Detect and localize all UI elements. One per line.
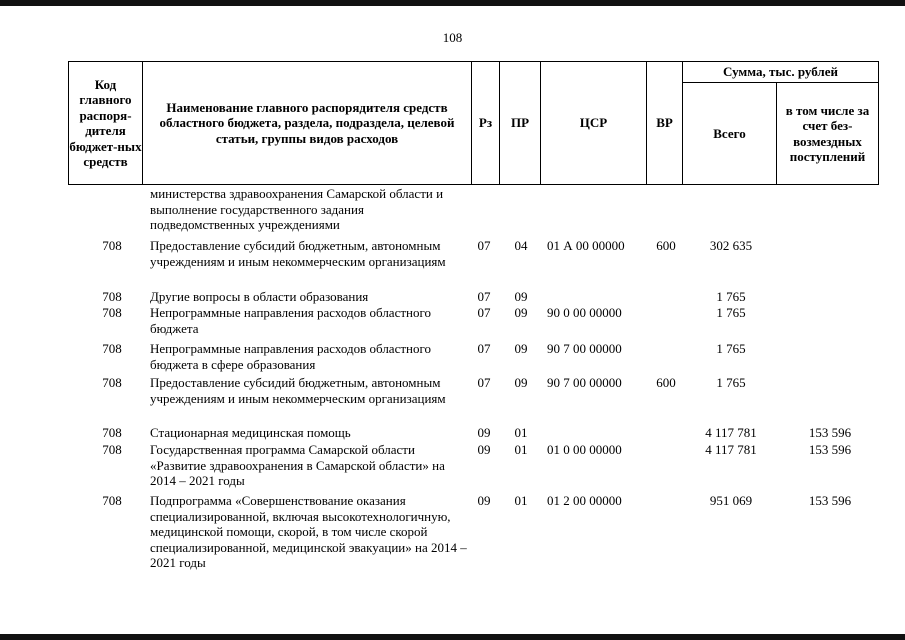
row-total: 1 765 [716,305,746,320]
row-grants: 153 596 [808,493,852,508]
row-csr: 90 0 00 00000 [547,305,622,320]
row-csr: 90 7 00 00000 [547,375,622,390]
row-grants: 153 596 [808,442,852,457]
row-vr: 600 [656,238,676,253]
row-rz: 07 [477,341,491,356]
row-pr: 09 [514,341,528,356]
row-pr: 04 [514,238,528,253]
header-csr-text: ЦСР [579,115,608,131]
row-name: Предоставление субсидий бюджетным, автономным учреждениям и иным некоммерческим организациям [150,238,446,269]
row-total: 1 765 [716,341,746,356]
row-rz: 09 [477,425,491,440]
header-vr [646,61,683,185]
header-code [68,61,143,185]
row-name: Непрограммные направления расходов областного бюджета в сфере образования [150,341,431,372]
row-code: 708 [102,493,122,508]
header-total [682,82,777,185]
row-name: министерства здравоохранения Самарской области и выполнение государственного задания подведомственных учреждениями [150,186,444,232]
row-rz: 07 [477,375,491,390]
row-total: 4 117 781 [705,425,757,440]
header-rz-text: Рз [478,115,493,131]
header-grants-text: в том числе за счет без-возмездных поступлений [785,102,870,164]
header-name [142,61,472,185]
header-grants [776,82,879,185]
row-grants: 153 596 [808,425,852,440]
row-total: 4 117 781 [705,442,757,457]
header-sum [682,61,879,83]
header-vr-text: ВР [656,115,673,131]
row-rz: 09 [477,493,491,508]
row-name: Предоставление субсидий бюджетным, автономным учреждениям и иным некоммерческим организациям [150,375,446,406]
header-sum-text: Сумма, тыс. рублей [723,64,838,80]
row-csr: 01 0 00 00000 [547,442,622,457]
bottom-border [0,634,905,640]
row-total: 951 069 [709,493,753,508]
row-total: 1 765 [716,375,746,390]
row-code: 708 [102,425,122,440]
row-pr: 01 [514,442,528,457]
row-code: 708 [102,238,122,253]
row-csr: 90 7 00 00000 [547,341,622,356]
header-code-text: Код главного распоря-дителя бюджет-ных средств [69,76,142,169]
row-vr: 600 [656,375,676,390]
row-csr: 01 А 00 00000 [547,238,625,253]
row-code: 708 [102,341,122,356]
row-rz: 07 [477,305,491,320]
row-code: 708 [102,289,122,304]
page-number: 108 [442,30,463,45]
header-total-text: Всего [713,125,746,141]
row-pr: 01 [514,425,528,440]
row-name: Непрограммные направления расходов областного бюджета [150,305,431,336]
row-total: 1 765 [716,289,746,304]
row-name: Подпрограмма «Совершенствование оказания специализированной, включая высокотехнологичную, медицинской помощи, скорой, в том числе скорой специализированной, медицинской эвакуации» на 2014 – 2021 годы [150,493,467,570]
header-pr [499,61,541,185]
header-pr-text: ПР [510,115,530,131]
header-csr [540,61,647,185]
row-total: 302 635 [709,238,753,253]
header-rz [471,61,500,185]
row-pr: 09 [514,305,528,320]
row-pr: 09 [514,289,528,304]
row-name: Другие вопросы в области образования [150,289,369,304]
row-rz: 07 [477,289,491,304]
row-pr: 09 [514,375,528,390]
row-pr: 01 [514,493,528,508]
row-name: Стационарная медицинская помощь [150,425,351,440]
row-code: 708 [102,305,122,320]
row-code: 708 [102,442,122,457]
header-name-text: Наименование главного распорядителя средств областного бюджета, раздела, подраздела, целевой статьи, группы видов расходов [159,99,455,146]
row-name: Государственная программа Самарской области «Развитие здравоохранения в Самарской области» на 2014 – 2021 годы [150,442,445,488]
row-rz: 07 [477,238,491,253]
row-code: 708 [102,375,122,390]
top-border [0,0,905,6]
row-csr: 01 2 00 00000 [547,493,622,508]
row-rz: 09 [477,442,491,457]
